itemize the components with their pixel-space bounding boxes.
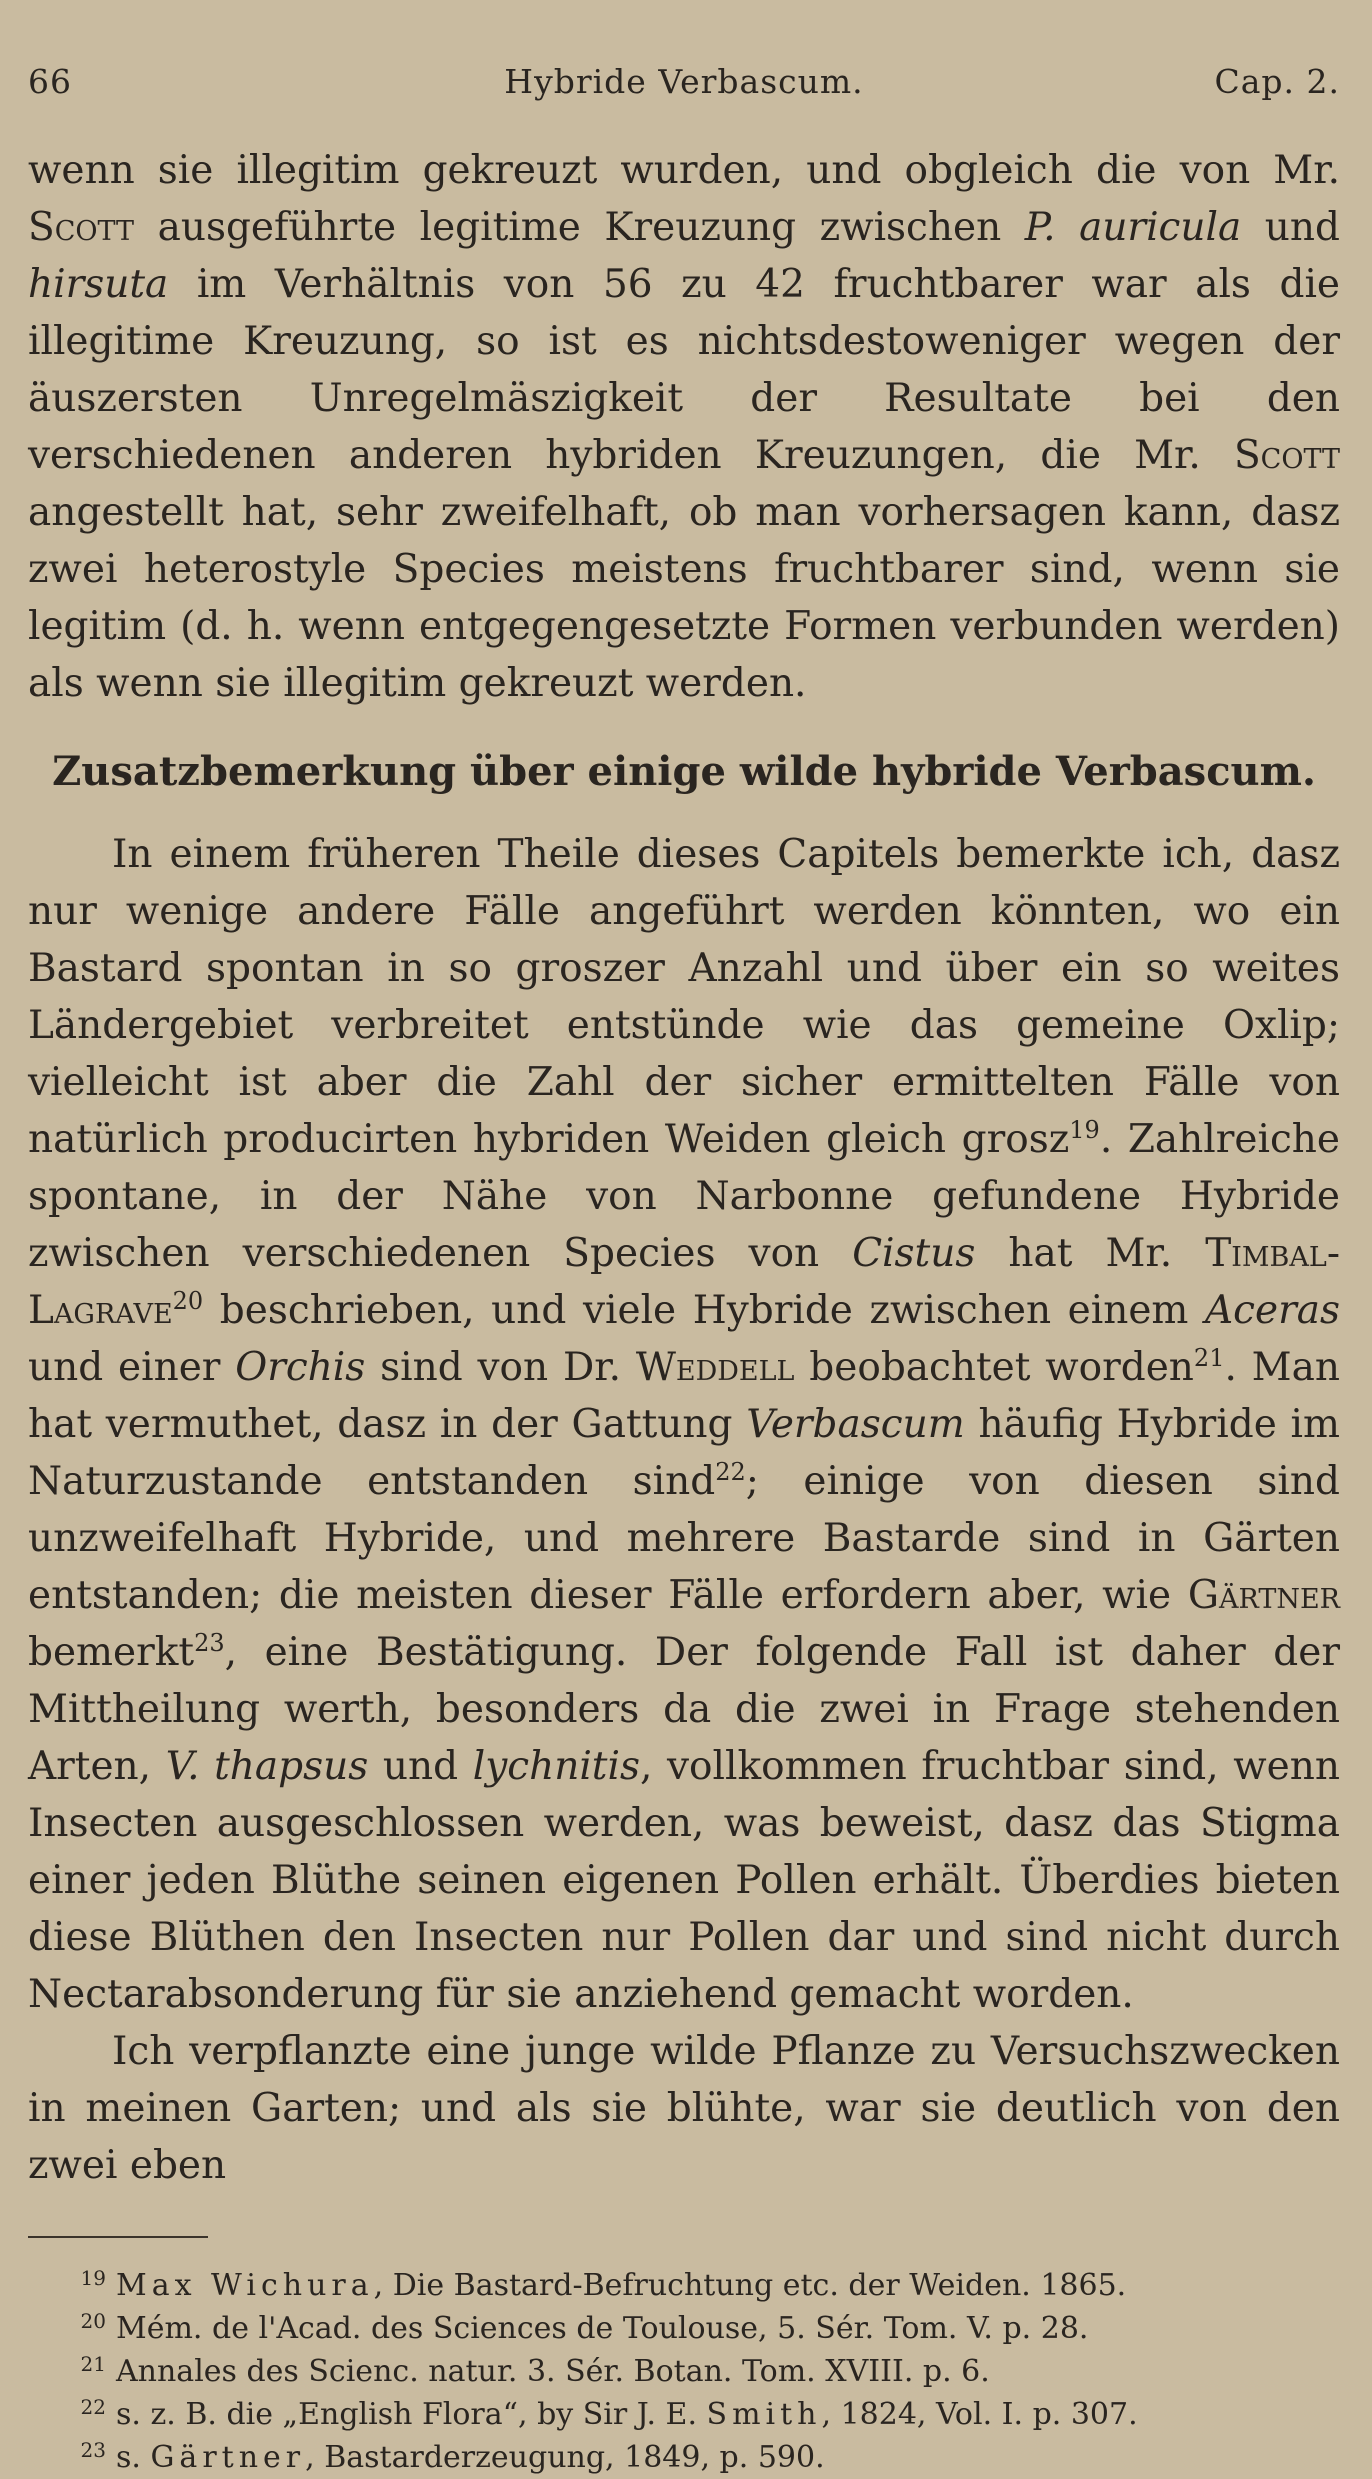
text-run: , vollkommen fruchtbar sind, wenn Insecten ausgeschlossen werden, was beweist, dasz das Stigma einer jeden Blüthe seinen eigenen Pollen erhält. Überdies bieten diese Blüthen den Insecten nur Pollen dar und sind nicht durch Nectarabsonderung für sie anziehend gemacht worden. xyxy=(28,1744,1340,2017)
author-name: Timbal-Lagrave xyxy=(28,1231,1341,1333)
body-text xyxy=(28,142,1340,2479)
author-name: Weddell xyxy=(635,1345,795,1390)
text-run: . Man hat vermuthet, dasz in der Gattung xyxy=(28,1345,1340,1447)
species-name: Verbascum xyxy=(746,1402,965,1447)
text-run: und einer xyxy=(28,1345,236,1390)
footnote-mark: 20 xyxy=(80,2309,106,2333)
footnote-mark: 19 xyxy=(80,2266,106,2290)
footnote-author: Gärtner xyxy=(150,2440,306,2475)
species-name: Aceras xyxy=(1205,1288,1340,1333)
text-run: im Verhältnis von 56 zu 42 fruchtbarer war als die illegitime Kreuzung, so ist es nichtsdestoweniger wegen der äuszersten Unregelmäszigkeit der Resultate bei den verschiedenen anderen hybriden Kreuzungen, die Mr. xyxy=(28,262,1340,478)
text-run: bemerkt xyxy=(28,1630,195,1675)
footnote-text: s. xyxy=(116,2440,151,2475)
running-header xyxy=(28,62,1340,112)
species-name: P. auricula xyxy=(1024,205,1242,250)
footnote-ref: 22 xyxy=(715,1458,746,1486)
footnote-19 xyxy=(28,2264,1340,2307)
book-page xyxy=(28,0,1341,2475)
footnote-ref: 19 xyxy=(1069,1116,1100,1144)
footnote-text: , Bastarderzeugung, 1849, p. 590. xyxy=(305,2440,825,2475)
species-name: V. thapsus xyxy=(165,1744,369,1789)
author-name: Gärtner xyxy=(1187,1573,1340,1618)
footnote-author: Smith xyxy=(706,2397,822,2432)
footnote-text: s. z. B. die „English Flora“, by Sir J. E. xyxy=(116,2397,707,2432)
chapter-label: Cap. 2. xyxy=(1214,62,1340,101)
author-name: Scott xyxy=(1233,433,1340,478)
text-run: sind von Dr. xyxy=(365,1345,636,1390)
page-number: 66 xyxy=(28,62,72,101)
species-name: Orchis xyxy=(235,1345,366,1390)
footnotes xyxy=(28,2264,1340,2479)
text-run: . Zahlreiche spontane, in der Nähe von Narbonne gefundene Hybride zwischen verschiedenen Species von xyxy=(28,1117,1340,1276)
text-run: beschrieben, und viele Hybride zwischen einem xyxy=(203,1288,1205,1333)
text-run: und xyxy=(368,1744,473,1789)
footnote-text: Mém. de l'Acad. des Sciences de Toulouse, 5. Sér. Tom. V. p. 28. xyxy=(116,2311,1089,2346)
text-run: hat Mr. xyxy=(975,1231,1206,1276)
paragraph-1 xyxy=(28,142,1340,712)
species-name: Cistus xyxy=(852,1231,976,1276)
text-run: ; einige von diesen sind unzweifelhaft Hybride, und mehrere Bastarde sind in Gärten entstanden; die meisten dieser Fälle erfordern aber, wie xyxy=(28,1459,1340,1618)
footnote-20 xyxy=(28,2307,1340,2350)
text-run: In einem früheren Theile dieses Capitels bemerkte ich, dasz nur wenige andere Fälle angeführt werden könnten, wo ein Bastard spontan in so groszer Anzahl und über ein so weites Ländergebiet verbreitet entstünde wie das gemeine Oxlip; vielleicht ist aber die Zahl der sicher ermittelten Fälle von natürlich producirten hybriden Weiden gleich grosz xyxy=(28,832,1340,1162)
text-run: und xyxy=(1241,205,1340,250)
species-name: hirsuta xyxy=(28,262,169,307)
text-run: , eine Bestätigung. Der folgende Fall ist daher der Mittheilung werth, besonders da die zwei in Frage stehenden Arten, xyxy=(28,1630,1340,1789)
footnote-author: Max Wichura xyxy=(116,2268,374,2303)
footnote-mark: 23 xyxy=(80,2438,106,2462)
footnote-divider xyxy=(28,2236,208,2238)
running-title: Hybride Verbascum. xyxy=(504,62,864,101)
footnote-text: Annales des Scienc. natur. 3. Sér. Botan. Tom. XVIII. p. 6. xyxy=(116,2354,990,2389)
footnote-mark: 21 xyxy=(80,2352,106,2376)
text-run: wenn sie illegitim gekreuzt wurden, und obgleich die von Mr. xyxy=(28,148,1340,193)
text-run: angestellt hat, sehr zweifelhaft, ob man vorhersagen kann, dasz zwei heterostyle Species meistens fruchtbarer sind, wenn sie legitim (d. h. wenn entgegengesetzte Formen verbunden werden) als wenn sie illegitim gekreuzt werden. xyxy=(28,490,1340,706)
footnote-mark: 22 xyxy=(80,2395,106,2419)
footnote-23 xyxy=(28,2436,1340,2479)
text-run: häufig Hybride im Naturzustande entstanden sind xyxy=(28,1402,1340,1504)
text-run: beobachtet worden xyxy=(794,1345,1194,1390)
paragraph-3: Ich verpflanzte eine junge wilde Pflanze zu Versuchszwecken in meinen Garten; und als sie blühte, war sie deutlich von den zwei eben xyxy=(28,2029,1340,2188)
footnote-ref: 21 xyxy=(1193,1344,1225,1372)
footnote-text: , 1824, Vol. I. p. 307. xyxy=(821,2397,1138,2432)
footnote-22 xyxy=(28,2393,1340,2436)
section-heading: Zusatzbemerkung über einige wilde hybride Verbascum. xyxy=(52,748,1316,795)
footnote-ref: 23 xyxy=(194,1629,225,1657)
footnote-ref: 20 xyxy=(172,1287,204,1315)
paragraph-2 xyxy=(28,826,1340,2023)
author-name: Scott xyxy=(28,205,135,250)
species-name: lychnitis xyxy=(472,1744,640,1789)
footnote-21 xyxy=(28,2350,1340,2393)
footnote-text: , Die Bastard-Befruchtung etc. der Weiden. 1865. xyxy=(373,2268,1127,2303)
text-run: ausgeführte legitime Kreuzung zwischen xyxy=(134,205,1025,250)
